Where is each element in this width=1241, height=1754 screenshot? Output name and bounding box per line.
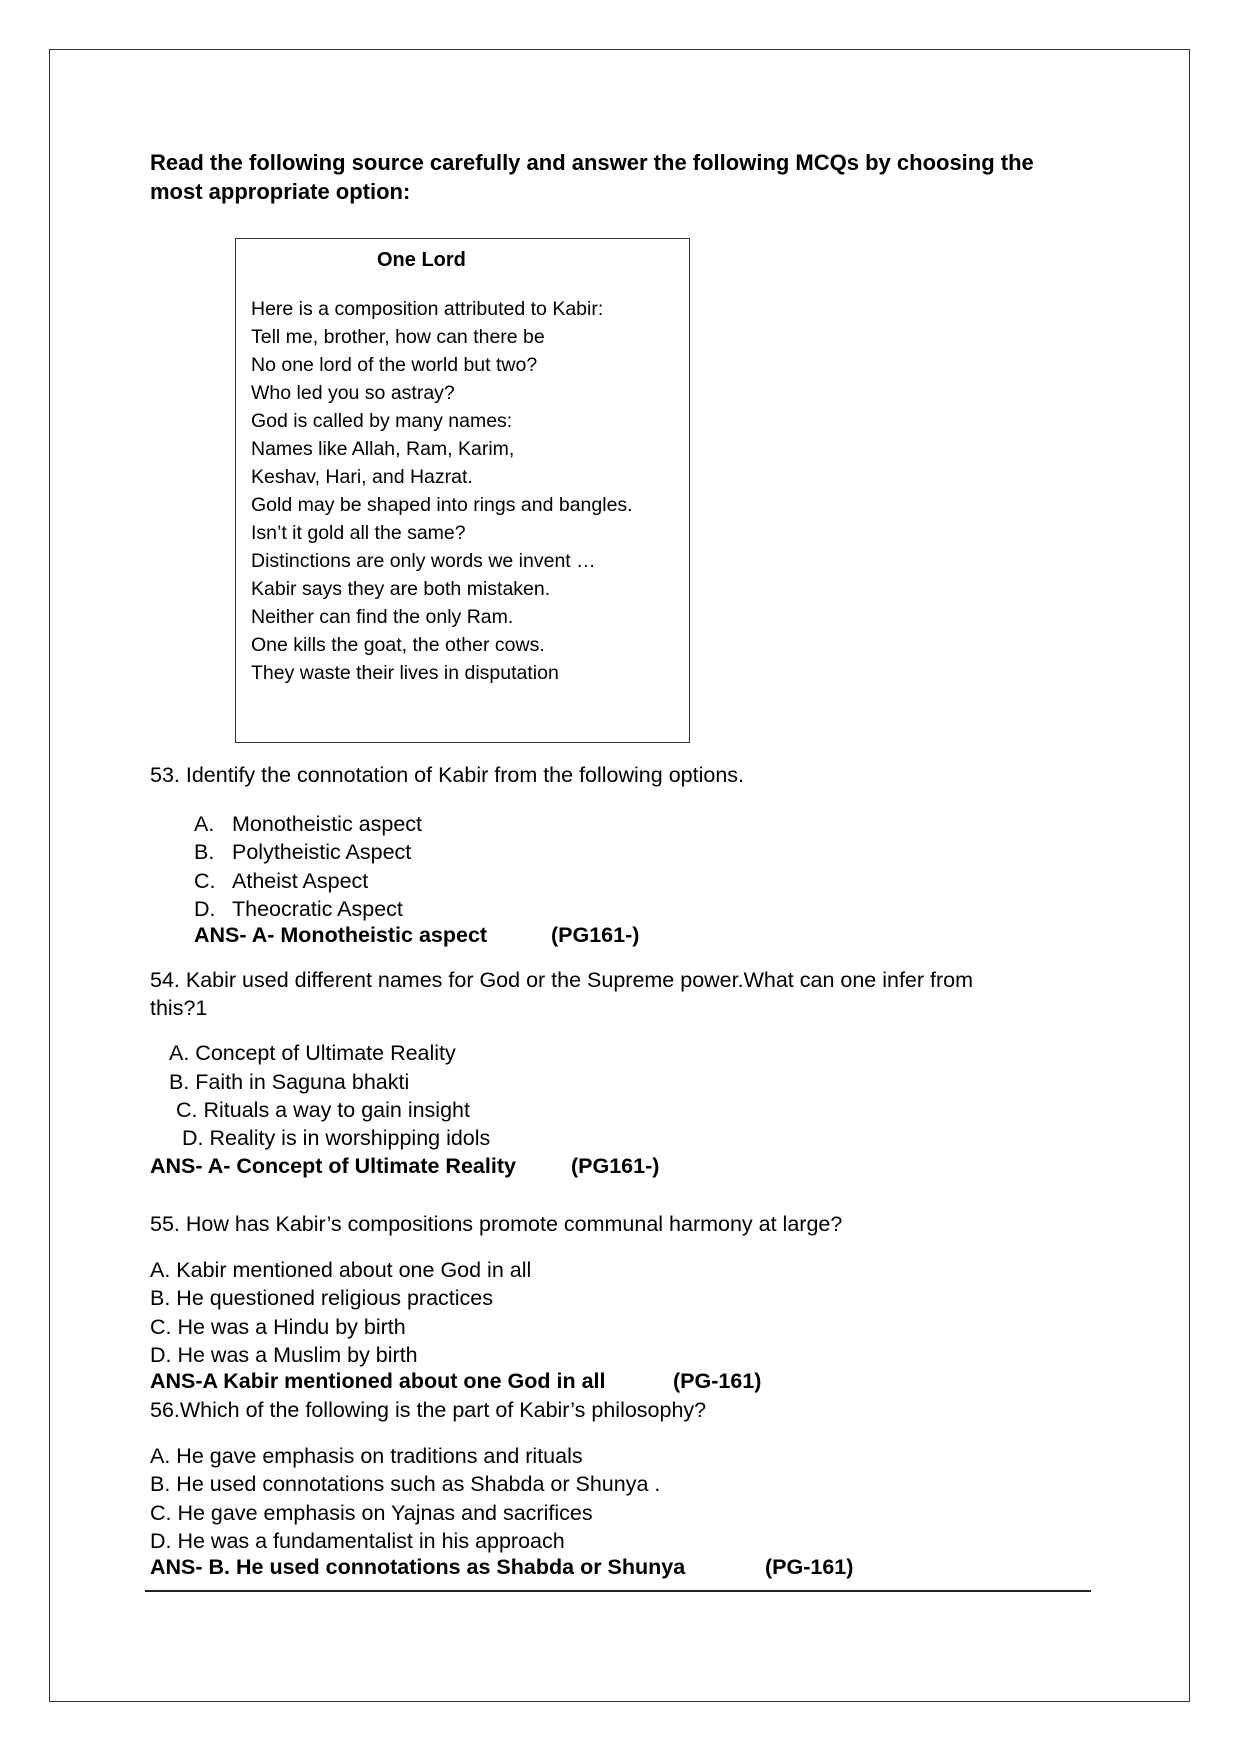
question-54-line1: 54. Kabir used different names for God or the Supreme power.What can one infer from [150, 968, 974, 992]
poem-line: Neither can find the only Ram. [251, 606, 514, 628]
poem-line: They waste their lives in disputation [251, 662, 559, 684]
page-ref-53: (PG161-) [551, 923, 640, 947]
poem-line: Names like Allah, Ram, Karim, [251, 438, 515, 460]
answer-54: ANS- A- Concept of Ultimate Reality [150, 1154, 516, 1178]
option-item: D. Reality is in worshipping idols [182, 1126, 491, 1150]
poem-line: No one lord of the world but two? [251, 354, 538, 376]
option-item: A. He gave emphasis on traditions and rituals [150, 1444, 583, 1468]
poem-line: God is called by many names: [251, 410, 513, 432]
option-text: Monotheistic aspect [232, 812, 423, 836]
poem-line: Here is a composition attributed to Kabir: [251, 298, 604, 320]
poem-line: Distinctions are only words we invent … [251, 550, 596, 572]
page-ref-54: (PG161-) [571, 1154, 660, 1178]
option-text: Atheist Aspect [232, 868, 369, 893]
source-box [235, 238, 690, 743]
question-54-line2: this?1 [150, 996, 208, 1020]
question-55: 55. How has Kabir’s compositions promote communal harmony at large? [150, 1212, 843, 1236]
option-item: B. He used connotations such as Shabda or Shunya . [150, 1472, 661, 1497]
option-item: B. He questioned religious practices [150, 1286, 493, 1311]
option-item: A. Concept of Ultimate Reality [169, 1041, 456, 1065]
answer-56: ANS- B. He used connotations as Shabda or Shunya [150, 1555, 686, 1579]
option-text: Polytheistic Aspect [232, 840, 412, 865]
poem-line: Gold may be shaped into rings and bangles. [251, 494, 633, 516]
option-item [194, 895, 422, 923]
option-letter: C. [194, 868, 216, 893]
option-item: C. He gave emphasis on Yajnas and sacrifices [150, 1500, 593, 1525]
poem-line: Isn’t it gold all the same? [251, 522, 466, 544]
option-item [194, 867, 422, 895]
question-56: 56.Which of the following is the part of Kabir’s philosophy? [150, 1398, 707, 1422]
option-item: D. He was a Muslim by birth [150, 1342, 418, 1367]
option-item [194, 810, 422, 838]
page-ref-56: (PG-161) [765, 1555, 854, 1579]
answer-53: ANS- A- Monotheistic aspect [194, 923, 488, 947]
option-item: D. He was a fundamentalist in his approach [150, 1528, 565, 1553]
question-53-options [194, 810, 422, 923]
poem-line: Keshav, Hari, and Hazrat. [251, 466, 473, 488]
source-poem [251, 295, 633, 687]
question-53: 53. Identify the connotation of Kabir from the following options. [150, 763, 745, 787]
option-item: C. He was a Hindu by birth [150, 1314, 406, 1339]
option-item [194, 838, 422, 866]
option-item: A. Kabir mentioned about one God in all [150, 1258, 532, 1282]
option-letter: A. [194, 812, 215, 836]
bottom-divider [145, 1590, 1091, 1592]
option-item: B. Faith in Saguna bhakti [169, 1070, 410, 1094]
page-ref-55: (PG-161) [673, 1369, 762, 1393]
option-letter: D. [194, 896, 216, 921]
poem-line: Tell me, brother, how can there be [251, 326, 545, 348]
poem-line: Who led you so astray? [251, 382, 455, 404]
poem-line: Kabir says they are both mistaken. [251, 578, 551, 600]
source-title: One Lord [377, 249, 466, 271]
instructions-heading: Read the following source carefully and answer the following MCQs by choosing the most appropriate option: [150, 150, 1034, 204]
option-letter: B. [194, 840, 215, 865]
option-text: Theocratic Aspect [232, 896, 403, 921]
option-item: C. Rituals a way to gain insight [176, 1098, 470, 1122]
question-56-options [150, 1442, 660, 1555]
poem-line: One kills the goat, the other cows. [251, 634, 545, 656]
answer-55: ANS-A Kabir mentioned about one God in all [150, 1369, 606, 1393]
question-55-options [150, 1256, 531, 1369]
